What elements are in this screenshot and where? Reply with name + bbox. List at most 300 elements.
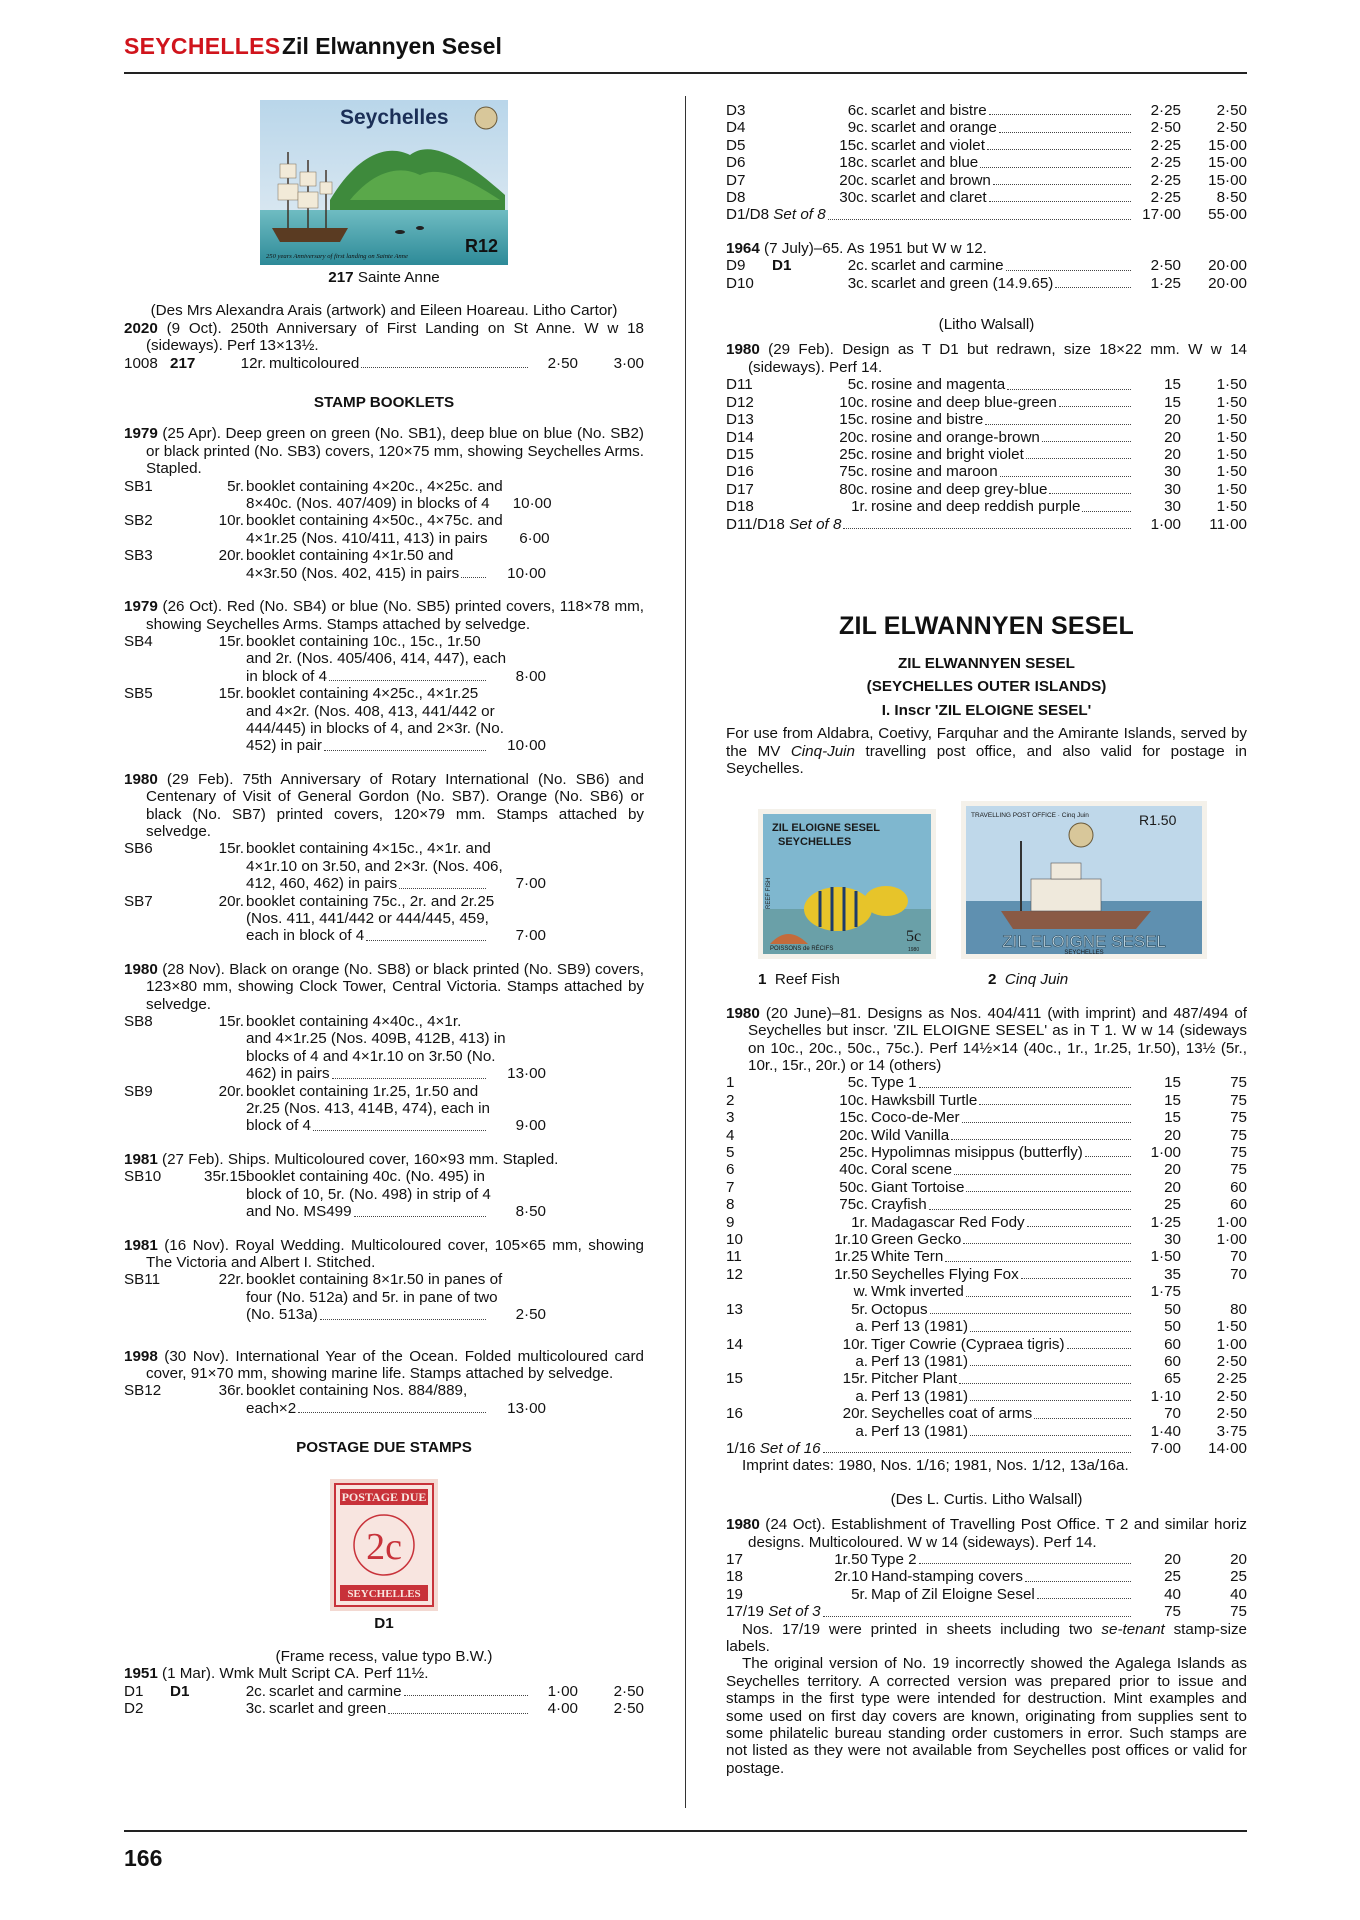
price-mint: 30 <box>1164 480 1181 498</box>
denomination: a. <box>855 1422 868 1440</box>
stamp-row <box>726 189 1247 206</box>
cat-number: D13 <box>726 411 754 429</box>
cat-number: 13 <box>726 1300 743 1318</box>
cat-number: 9 <box>726 1213 735 1231</box>
cat-number: D16 <box>726 463 754 481</box>
price-used: 70 <box>1230 1248 1247 1266</box>
price-mint: 2·25 <box>1150 102 1181 119</box>
booklet-text: 444/445) in blocks of 4, and 2×3r. (No. <box>246 719 504 737</box>
issue-year: 1964 <box>726 239 760 257</box>
stamp-1-value: 5c <box>906 928 922 946</box>
booklet-sb1 <box>124 478 644 513</box>
price-mint: 1·50 <box>1150 1248 1181 1266</box>
issue-year: 1981 <box>124 1236 158 1254</box>
description: Tiger Cowrie (Cypraea tigris) <box>871 1335 1065 1353</box>
description: rosine and orange-brown <box>871 428 1040 446</box>
price-mint: 1·25 <box>1150 1213 1181 1231</box>
denomination: 20c. <box>839 428 868 446</box>
issue-1951-heading <box>124 1665 644 1682</box>
postage-due-label: POSTAGE DUE <box>341 1489 427 1504</box>
price-mint: 15 <box>1164 1091 1181 1109</box>
description: scarlet and carmine <box>269 1682 402 1700</box>
price-mint: 1·00 <box>547 1682 578 1700</box>
denomination: 10r. <box>218 512 244 530</box>
price-used: 2·50 <box>1216 102 1247 119</box>
booklet-sb7 <box>124 893 644 945</box>
price-used: 25 <box>1230 1568 1247 1586</box>
denomination: 15r. <box>218 840 244 858</box>
stamp-row <box>726 446 1247 463</box>
cat-number: 8 <box>726 1196 735 1214</box>
cat-number: D3 <box>726 102 746 119</box>
denomination: 5r. <box>851 1300 868 1318</box>
price-mint: 20 <box>1164 1161 1181 1179</box>
booklet-text: 452) in pair <box>246 737 322 755</box>
denomination: 1r. <box>851 1213 868 1231</box>
denomination: 75c. <box>839 1196 868 1214</box>
denomination: 2c. <box>847 257 868 275</box>
stamp-1-year: 1980 <box>908 947 920 954</box>
cat-number: D5 <box>726 136 746 154</box>
price-used: 15·00 <box>1208 136 1247 154</box>
price-mint: 7·00 <box>1150 1439 1181 1457</box>
set-row <box>726 516 1247 533</box>
stamp-1-foot: POISSONS de RÉCIFS <box>770 946 834 953</box>
postage-due-1951-cont-list <box>726 102 1247 206</box>
issue-year: 1998 <box>124 1347 158 1365</box>
fig-d1-caption: D1 <box>374 1614 394 1632</box>
denomination: 15c. <box>839 136 868 154</box>
denomination: 40c. <box>839 1161 868 1179</box>
booklet-1981b-heading <box>124 1237 644 1272</box>
issue-text: (30 Nov). International Year of the Ocean. Folded multicoloured card cover, 91×70 mm, showing marine life. Stamps attached by selvedge. <box>146 1347 644 1382</box>
price-mint: 30 <box>1164 1231 1181 1249</box>
postage-due-1980-list <box>726 376 1247 515</box>
denomination: 10c. <box>839 1091 868 1109</box>
price-used: 1·50 <box>1216 463 1247 481</box>
description: rosine and maroon <box>871 463 998 481</box>
booklet-text: booklet containing 75c., 2r. and 2r.25 <box>246 892 495 910</box>
price-mint: 20 <box>1164 445 1181 463</box>
denomination: 3c. <box>847 274 868 292</box>
price-used: 40 <box>1230 1585 1247 1603</box>
cat-number: D4 <box>726 119 746 137</box>
price-mint: 1·75 <box>1150 1283 1181 1301</box>
stamp-217-image <box>260 100 508 265</box>
price-mint: 60 <box>1164 1352 1181 1370</box>
cat-number: D2 <box>124 1700 144 1718</box>
issue-text: (28 Nov). Black on orange (No. SB8) or black printed (No. SB9) covers, 123×80 mm, showing Clock Tower, Central Victoria. Stamps attached by selvedge. <box>146 960 644 1013</box>
zil-1980-list <box>726 1074 1247 1440</box>
description: scarlet and blue <box>871 154 979 172</box>
booklet-sb4 <box>124 633 644 685</box>
description: Wild Vanilla <box>871 1126 950 1144</box>
price-used: 75 <box>1230 1144 1247 1162</box>
price-mint: 15 <box>1164 1109 1181 1127</box>
price-used: 2·50 <box>1216 119 1247 137</box>
description: Crayfish <box>871 1196 927 1214</box>
denomination: 9c. <box>847 119 868 137</box>
booklet-1998-heading <box>124 1348 644 1383</box>
price-used: 1·00 <box>1216 1213 1247 1231</box>
set-of: Set of 8 <box>789 515 842 533</box>
cat-number: 12 <box>726 1265 743 1283</box>
stamp-row <box>726 1248 1247 1265</box>
stamp-row <box>726 119 1247 136</box>
description: Hand-stamping covers <box>871 1568 1023 1586</box>
denomination: 1r.50 <box>834 1550 868 1568</box>
price-used: 20·00 <box>1208 274 1247 292</box>
description: Seychelles coat of arms <box>871 1405 1033 1423</box>
stamp-1-inscr: ZIL ELOIGNE SESEL <box>772 822 880 835</box>
type-ref: D1 <box>170 1682 190 1700</box>
price-mint: 2·50 <box>547 354 578 372</box>
booklet-1979a-heading <box>124 425 644 477</box>
description: Type 2 <box>871 1550 917 1568</box>
description: Coral scene <box>871 1161 953 1179</box>
denomination: 15r. <box>218 1013 244 1031</box>
booklet-text: and 4×1r.25 (Nos. 409B, 412B, 413) in <box>246 1030 506 1048</box>
arms-icon <box>475 107 497 129</box>
stamp-row <box>726 1214 1247 1231</box>
issue-1980-heading <box>726 341 1247 376</box>
cat-number: D18 <box>726 498 754 516</box>
issue-year: 1980 <box>726 1004 760 1022</box>
stamp-row <box>726 411 1247 428</box>
price: 9·00 <box>515 1117 546 1135</box>
description: Seychelles Flying Fox <box>871 1265 1019 1283</box>
booklet-text: booklet containing 40c. (No. 495) in <box>246 1168 485 1186</box>
issue-text: (25 Apr). Deep green on green (No. SB1), deep blue on blue (No. SB2) or black printed (No. SB3) covers, 120×75 mm, showing Seychelles Arms. Stapled. <box>146 425 644 478</box>
stamp-row <box>726 1127 1247 1144</box>
price-used: 60 <box>1230 1178 1247 1196</box>
description: scarlet and orange <box>871 119 997 137</box>
page-header <box>124 32 1247 74</box>
booklet-sb11 <box>124 1271 644 1323</box>
booklet-sb3 <box>124 547 644 582</box>
column-divider <box>685 96 686 1808</box>
issue-text: (27 Feb). Ships. Multicoloured cover, 160×93 mm. Stapled. <box>162 1150 559 1168</box>
description: multicoloured <box>269 354 360 372</box>
description: Type 1 <box>871 1074 917 1092</box>
booklet-sb9 <box>124 1083 644 1135</box>
page-number: 166 <box>124 1845 163 1871</box>
booklet-1980b-heading <box>124 961 644 1013</box>
left-column <box>124 100 644 1718</box>
denomination: 50c. <box>839 1178 868 1196</box>
price-used: 8·50 <box>1216 189 1247 207</box>
price-mint: 25 <box>1164 1568 1181 1586</box>
cat-number: D6 <box>726 154 746 172</box>
price-mint: 2·25 <box>1150 171 1181 189</box>
description: Map of Zil Eloigne Sesel <box>871 1585 1035 1603</box>
country-title: SEYCHELLES <box>124 33 281 59</box>
booklet-text: 462) in pairs <box>246 1065 330 1083</box>
stamp-row <box>726 1586 1247 1603</box>
stamp-row <box>726 1231 1247 1248</box>
set-label: D1/D8 <box>726 206 770 224</box>
price-used: 1·50 <box>1216 428 1247 446</box>
price-used: 2·50 <box>613 1682 644 1700</box>
stamp-row <box>726 1405 1247 1422</box>
cat-number: 1 <box>726 1074 735 1092</box>
zil-subheading: ZIL ELWANNYEN SESEL <box>898 654 1075 672</box>
price-mint: 35 <box>1164 1265 1181 1283</box>
denomination: 20r. <box>218 1082 244 1100</box>
price-used: 1·50 <box>1216 1318 1247 1336</box>
note-agalega: The original version of No. 19 incorrectly showed the Agalega Islands as Seychelles territory. A corrected version was prepared prior to issue and stamps in the first type were intended for destruction. Mint examples and some used on first day covers are known, originating from supplies sent to some philatelic bureau standing order customers in error. Such stamps are not listed as they were not available from Seychelles post offices or valid for postage. <box>726 1655 1247 1777</box>
denomination: 10c. <box>839 393 868 411</box>
denomination: 15c. <box>839 411 868 429</box>
denomination: 80c. <box>839 480 868 498</box>
issue-1964-heading <box>726 240 1247 257</box>
price-mint: 30 <box>1164 498 1181 516</box>
booklet-text: booklet containing 4×50c., 4×75c. and <box>246 512 503 530</box>
description: Perf 13 (1981) <box>871 1422 969 1440</box>
price-used: 55·00 <box>1208 206 1247 224</box>
stamp-row <box>726 1109 1247 1126</box>
price: 10·00 <box>507 737 546 755</box>
price-used: 2·50 <box>1216 1405 1247 1423</box>
price-mint: 1·00 <box>1150 515 1181 533</box>
cat-number: SB10 <box>124 1168 162 1186</box>
stamp-row <box>726 481 1247 498</box>
price-mint: 40 <box>1164 1585 1181 1603</box>
cat-number: 17 <box>726 1550 743 1568</box>
issue-year: 2020 <box>124 319 158 337</box>
stamp-row <box>124 355 644 372</box>
cat-number: 7 <box>726 1178 735 1196</box>
set-row <box>726 206 1247 223</box>
price-mint: 17·00 <box>1142 206 1181 224</box>
price-used: 70 <box>1230 1265 1247 1283</box>
stamp-row <box>726 1336 1247 1353</box>
stamp-row <box>726 1353 1247 1370</box>
zil-inscr-subheading: I. Inscr 'ZIL ELOIGNE SESEL' <box>881 701 1092 719</box>
cat-number: 15 <box>726 1370 743 1388</box>
cat-number: SB1 <box>124 477 153 495</box>
price-used: 1·00 <box>1216 1231 1247 1249</box>
stamp-booklets-heading: STAMP BOOKLETS <box>313 394 455 412</box>
price-used: 11·00 <box>1209 515 1247 533</box>
denomination: 22r. <box>218 1271 244 1289</box>
price-mint: 15 <box>1164 376 1181 394</box>
stamp-2-country: SEYCHELLES <box>1064 950 1104 957</box>
denomination: 5c. <box>847 1074 868 1092</box>
stamp-2-value: R1.50 <box>1139 812 1177 829</box>
price-used: 75 <box>1230 1126 1247 1144</box>
cat-number: 2 <box>726 1091 735 1109</box>
stamp-row <box>726 257 1247 274</box>
note-setenant: Nos. 17/19 were printed in sheets including two se-tenant stamp-size labels. <box>726 1620 1247 1655</box>
denomination: 10r. <box>842 1335 868 1353</box>
stamp-row <box>726 154 1247 171</box>
booklet-sb2 <box>124 512 644 547</box>
price: 6·00 <box>519 529 550 547</box>
price-mint: 2·25 <box>1150 189 1181 207</box>
price: 8·00 <box>515 667 546 685</box>
stamp-row <box>726 1266 1247 1283</box>
issue-year: 1980 <box>726 1516 760 1534</box>
price-mint: 20 <box>1164 428 1181 446</box>
cat-number: SB11 <box>124 1271 161 1289</box>
issue-year: 1979 <box>124 425 158 443</box>
stamp-1-country: SEYCHELLES <box>778 836 852 849</box>
booklet-text: booklet containing 4×20c., 4×25c. and <box>246 477 503 495</box>
denomination: 6c. <box>847 102 868 119</box>
price-used: 75 <box>1230 1161 1247 1179</box>
stamp-row <box>124 1700 644 1717</box>
stamp-row <box>726 172 1247 189</box>
price-mint: 1·10 <box>1150 1387 1181 1405</box>
stamp-1-art <box>758 809 936 959</box>
issue-text: (20 June)–81. Designs as Nos. 404/411 (with imprint) and 487/494 of Seychelles but inscr. 'ZIL ELOIGNE SESEL' as in T 1. W w 14 (sideways on 10c., 20c., 50c., 75c.). Perf 14½×14 (40c., 1r., 1r.25, 1r.50), 13½ (5r., 10r., 15r., 20r.) or 14 (others) <box>748 1004 1247 1074</box>
price-mint: 65 <box>1164 1370 1181 1388</box>
stamp-2-top: TRAVELLING POST OFFICE · Cinq Juin <box>971 812 1089 820</box>
denomination: 15r. <box>218 632 244 650</box>
description: scarlet and claret <box>871 189 987 207</box>
description: Wmk inverted <box>871 1283 964 1301</box>
cat-number: 6 <box>726 1161 735 1179</box>
stamp-row <box>726 463 1247 480</box>
set-of: Set of 16 <box>759 1439 821 1457</box>
credit-1980c: (Des L. Curtis. Litho Walsall) <box>890 1490 1083 1508</box>
description: scarlet and green <box>269 1700 387 1718</box>
set-label: 17/19 <box>726 1603 765 1621</box>
price-mint: 25 <box>1164 1196 1181 1214</box>
cat-number: SB2 <box>124 512 153 530</box>
denomination: a. <box>855 1318 868 1336</box>
price-used: 75 <box>1230 1109 1247 1127</box>
denomination: 20c. <box>839 171 868 189</box>
credit-1980: (Litho Walsall) <box>938 316 1035 334</box>
zil-intro-text: For use from Aldabra, Coetivy, Farquhar and the Amirante Islands, served by the MV Cinq-Juin travelling post office, and also valid for postage in Seychelles. <box>726 725 1247 777</box>
description: White Tern <box>871 1248 944 1266</box>
issue-text: (1 Mar). Wmk Mult Script CA. Perf 11½. <box>162 1665 429 1683</box>
price-used: 1·50 <box>1216 393 1247 411</box>
denomination: 36r. <box>218 1382 244 1400</box>
cat-number: D11 <box>726 376 753 394</box>
price-mint: 1·25 <box>1150 274 1181 292</box>
booklet-sb10 <box>124 1168 644 1220</box>
price-used: 3·75 <box>1216 1422 1247 1440</box>
issue-1980b-heading <box>726 1005 1247 1075</box>
denomination: a. <box>855 1352 868 1370</box>
booklet-sb5 <box>124 685 644 755</box>
booklet-text: booklet containing 8×1r.50 in panes of <box>246 1271 503 1289</box>
cat-number: D14 <box>726 428 754 446</box>
stamp-217-art <box>260 100 508 265</box>
denomination: 75c. <box>839 463 868 481</box>
denomination: w. <box>853 1283 868 1301</box>
denomination: 15r. <box>842 1370 868 1388</box>
fig-217-caption <box>124 269 644 286</box>
issue-text: (7 July)–65. As 1951 but W w 12. <box>764 239 987 257</box>
price-mint: 2·25 <box>1150 136 1181 154</box>
description: scarlet and violet <box>871 136 985 154</box>
description: Madagascar Red Fody <box>871 1213 1025 1231</box>
price-used: 75 <box>1230 1603 1247 1621</box>
description: rosine and bistre <box>871 411 984 429</box>
type-ref: 217 <box>170 354 196 372</box>
stamp-row <box>726 1074 1247 1091</box>
stamp-row <box>726 1388 1247 1405</box>
booklet-text: four (No. 512a) and 5r. in pane of two <box>246 1288 498 1306</box>
credit-2020: (Des Mrs Alexandra Arais (artwork) and Eileen Hoareau. Litho Cartor) <box>150 302 618 320</box>
description: Pitcher Plant <box>871 1370 958 1388</box>
description: Hawksbill Turtle <box>871 1091 978 1109</box>
cat-number: D8 <box>726 189 746 207</box>
booklet-text: in block of 4 <box>246 667 328 685</box>
denomination: 18c. <box>839 154 868 172</box>
denomination: 1r.25 <box>834 1248 868 1266</box>
cat-number: SB3 <box>124 547 153 565</box>
cat-number: SB8 <box>124 1013 153 1031</box>
denomination: 1r.50 <box>834 1265 868 1283</box>
booklet-sb6 <box>124 840 644 892</box>
description: rosine and deep grey-blue <box>871 480 1048 498</box>
set-of: Set of 3 <box>768 1603 821 1621</box>
price-mint: 20 <box>1164 411 1181 429</box>
postage-due-country: SEYCHELLES <box>347 1587 421 1600</box>
cat-number: D10 <box>726 274 754 292</box>
denomination: 20r. <box>218 547 244 565</box>
stamp-2-inscr: ZIL ELOIGNE SESEL <box>1002 932 1166 952</box>
issue-year: 1981 <box>124 1150 158 1168</box>
denomination: 15r. <box>218 685 244 703</box>
price: 8·50 <box>515 1203 546 1221</box>
price: 2·50 <box>515 1306 546 1324</box>
price-used: 1·50 <box>1216 411 1247 429</box>
denomination: 25c. <box>839 1144 868 1162</box>
description: Perf 13 (1981) <box>871 1352 969 1370</box>
price-mint: 75 <box>1164 1603 1181 1621</box>
price-used: 20·00 <box>1208 257 1247 275</box>
booklet-text: 4×3r.50 (Nos. 402, 415) in pairs <box>246 564 460 582</box>
price-mint: 50 <box>1164 1300 1181 1318</box>
description: Perf 13 (1981) <box>871 1318 969 1336</box>
denomination: 1r. <box>851 498 868 516</box>
stamp-1-side: REEF FISH <box>766 878 772 910</box>
booklet-1981a-heading <box>124 1151 644 1168</box>
denomination: 2c. <box>245 1682 266 1700</box>
issue-year: 1951 <box>124 1665 158 1683</box>
price-mint: 2·50 <box>1150 119 1181 137</box>
stamp-2-art <box>961 801 1207 959</box>
stamp-d1-image <box>330 1479 438 1611</box>
price-mint: 2·50 <box>1150 257 1181 275</box>
booklet-text: and 4×2r. (Nos. 408, 413, 441/442 or <box>246 702 495 720</box>
issue-text: (29 Feb). Design as T D1 but redrawn, size 18×22 mm. W w 14 (sideways). Perf 14. <box>748 341 1247 376</box>
price-used: 75 <box>1230 1091 1247 1109</box>
description: rosine and deep reddish purple <box>871 498 1081 516</box>
fig-2-caption: 2 Cinq Juin <box>988 971 1069 989</box>
set-row <box>726 1603 1247 1620</box>
price-mint: 1·00 <box>1150 1144 1181 1162</box>
price-used: 2·25 <box>1216 1370 1247 1388</box>
issue-text: (24 Oct). Establishment of Travelling Post Office. T 2 and similar horiz designs. Multicoloured. W w 14 (sideways). Perf 14. <box>748 1516 1247 1551</box>
price-used: 75 <box>1230 1074 1247 1092</box>
description: rosine and bright violet <box>871 445 1024 463</box>
stamp-row <box>726 137 1247 154</box>
postage-due-1964-list <box>726 257 1247 292</box>
price-used: 15·00 <box>1208 154 1247 172</box>
issue-text: (9 Oct). 250th Anniversary of First Landing on St Anne. W w 18 (sideways). Perf 13×13½. <box>146 319 644 355</box>
stamp-row <box>726 376 1247 393</box>
cat-number: 11 <box>726 1248 742 1266</box>
booklet-text: booklet containing 4×1r.50 and <box>246 547 454 565</box>
fig-217-label: Sainte Anne <box>357 269 440 286</box>
